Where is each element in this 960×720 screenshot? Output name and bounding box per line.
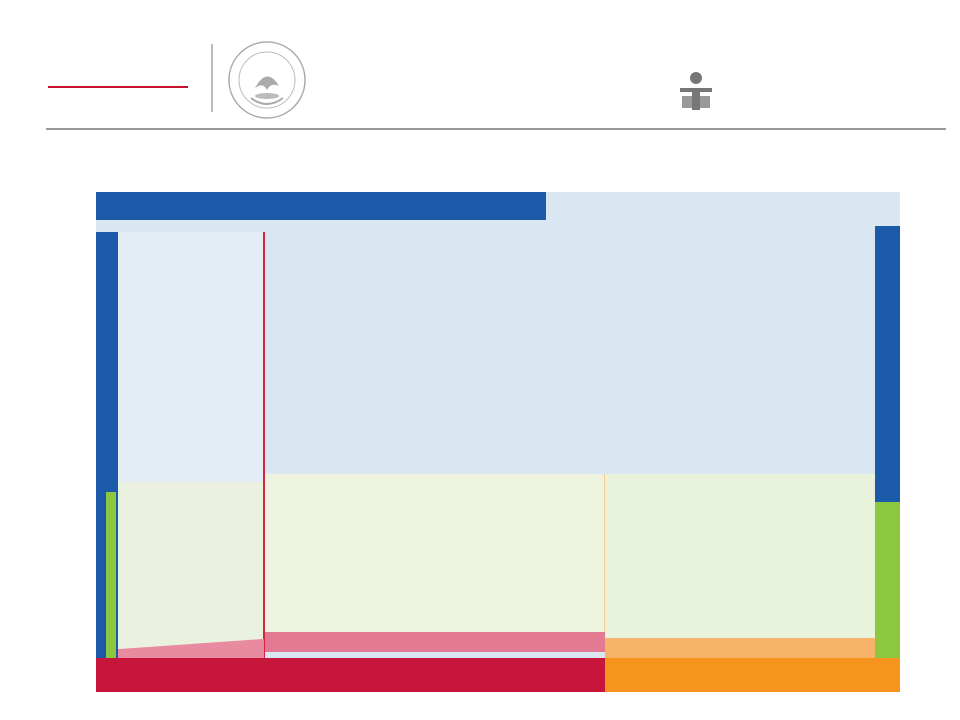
avanzado-panel [605, 474, 875, 644]
logo-divider [211, 44, 213, 112]
basicos-bar [875, 502, 900, 658]
inea-logo-icon [676, 70, 716, 112]
banner-shadow [96, 220, 900, 232]
orange-divider [604, 474, 605, 644]
intermedio-panel [265, 474, 605, 644]
mib-green-panel [118, 482, 264, 652]
nivel-intermedio-bar [265, 632, 605, 652]
scheme-banner [96, 192, 546, 220]
nivel-avanzado-bar [605, 638, 875, 658]
national-seal-icon [225, 38, 309, 122]
sep-logo-line [48, 86, 188, 88]
curricular-scheme [96, 192, 900, 692]
header-rule [46, 128, 946, 130]
diversificados-bar [875, 226, 900, 502]
primaria-bar [96, 658, 605, 692]
secundaria-bar [605, 658, 900, 692]
